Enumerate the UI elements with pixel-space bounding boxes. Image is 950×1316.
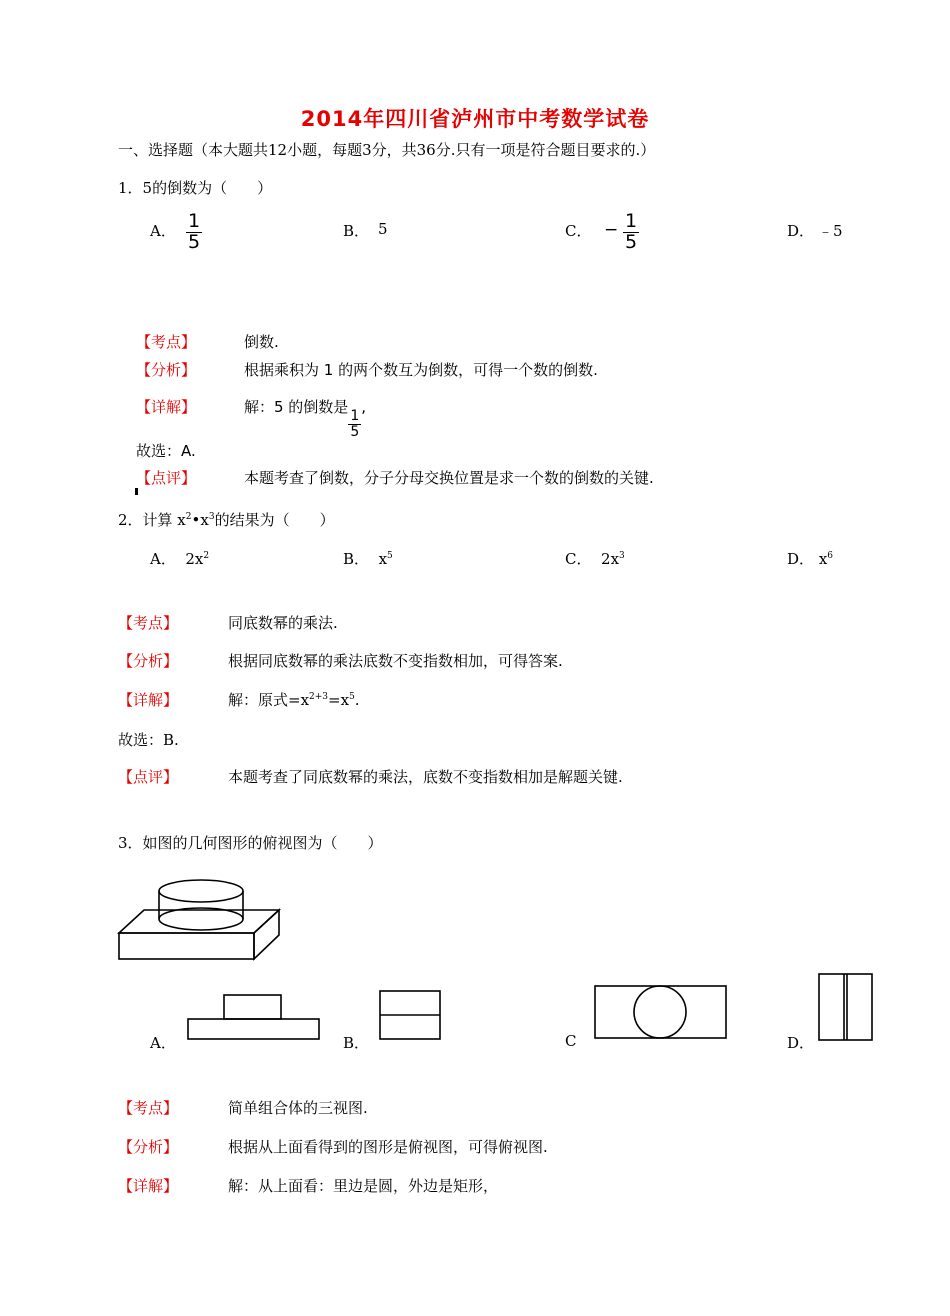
q3-option-a-figure xyxy=(186,993,322,1041)
q2-option-b-base: x xyxy=(378,550,388,568)
q1-option-c-denominator: 5 xyxy=(625,230,638,253)
q2-option-a-label: A． xyxy=(150,550,176,568)
q1-xiangjie-prefix: 解：5 的倒数是 xyxy=(244,398,349,416)
q1-kaodian-tag: 【考点】 xyxy=(136,333,197,351)
q2-option-c-base: 2x xyxy=(601,550,620,568)
q1-xiangjie-fraction xyxy=(348,409,361,439)
q2-stem-exponent-2: 3 xyxy=(208,512,215,522)
q1-fenxi-text: 根据乘积为 1 的两个数互为倒数，可得一个数的倒数. xyxy=(244,361,598,379)
q1-dianping-tag: 【点评】 xyxy=(136,469,197,487)
cylinder-bottom-ellipse xyxy=(159,908,243,930)
q2-option-a-exponent: 2 xyxy=(203,551,210,561)
q3-fenxi-text: 根据从上面看得到的图形是俯视图，可得俯视图. xyxy=(228,1138,548,1156)
q2-option-d-label: D． xyxy=(787,550,815,568)
q1-option-c-numerator: 1 xyxy=(625,210,638,232)
q1-kaodian-text: 倒数. xyxy=(244,333,279,351)
q2-stem-middle: •x xyxy=(191,511,209,529)
q3-stem: 3．如图的几何图形的俯视图为（ ） xyxy=(118,834,383,852)
q3-kaodian-text: 简单组合体的三视图. xyxy=(228,1099,368,1117)
q2-stem-prefix: 2．计算 x xyxy=(118,511,186,529)
q2-option-b-exponent: 5 xyxy=(387,551,393,561)
q3-kaodian-tag: 【考点】 xyxy=(118,1099,179,1117)
q1-option-c-sign: − xyxy=(604,220,619,240)
q2-option-b-label: B． xyxy=(343,550,370,568)
q2-xiangjie-prefix: 解：原式=x xyxy=(228,691,310,709)
q1-xiangjie-text xyxy=(244,396,366,439)
q1-option-a-denominator: 5 xyxy=(188,230,201,253)
q2-option-c-exponent: 3 xyxy=(619,551,625,561)
q3-option-c-figure xyxy=(593,984,729,1040)
q2-option-d-exponent: 6 xyxy=(827,551,834,561)
option-d-rect xyxy=(819,974,872,1040)
q3-option-b-figure xyxy=(378,989,442,1041)
cylinder-top-ellipse xyxy=(159,880,243,902)
option-c-rect xyxy=(595,986,726,1038)
section-heading: 一、选择题（本大题共12小题，每题3分，共36分.只有一项是符合题目要求的.） xyxy=(118,141,656,159)
q1-option-a-fraction xyxy=(186,212,202,253)
q2-stem-suffix: 的结果为（ ） xyxy=(214,511,335,529)
q3-solid-figure xyxy=(116,876,284,962)
cuboid-side-face xyxy=(254,910,279,959)
q2-option-a xyxy=(150,548,209,569)
cuboid-front-face xyxy=(119,933,254,959)
q2-stem xyxy=(118,509,335,530)
q1-dianping-text: 本题考查了倒数，分子分母交换位置是求一个数的倒数的关键. xyxy=(244,469,654,487)
q2-dianping-text: 本题考查了同底数幂的乘法，底数不变指数相加是解题关键. xyxy=(228,768,623,786)
q2-option-c xyxy=(565,548,625,569)
q1-option-b-label: B． xyxy=(343,222,370,240)
q3-xiangjie-tag: 【详解】 xyxy=(118,1177,179,1195)
q2-kaodian-text: 同底数幂的乘法. xyxy=(228,614,338,632)
q2-xiangjie-suffix: . xyxy=(354,691,360,709)
q1-fenxi-tag: 【分析】 xyxy=(136,361,197,379)
q2-option-d-base: x xyxy=(818,550,828,568)
q2-kaodian-tag: 【考点】 xyxy=(118,614,179,632)
q2-stem-exponent-1: 2 xyxy=(185,512,192,522)
q3-option-b-label: B． xyxy=(343,1034,370,1052)
q1-xiangjie-numerator: 1 xyxy=(350,408,360,424)
q2-xiangjie-text xyxy=(228,689,360,710)
stray-mark xyxy=(135,488,138,495)
q1-answer: 故选：A. xyxy=(136,442,196,460)
q1-option-b-value: 5 xyxy=(378,220,388,238)
q1-xiangjie-denominator: 5 xyxy=(350,423,360,440)
q2-answer: 故选：B. xyxy=(118,731,179,749)
exam-title: 2014年四川省泸州市中考数学试卷 xyxy=(300,107,650,131)
q3-fenxi-tag: 【分析】 xyxy=(118,1138,179,1156)
q3-xiangjie-text: 解：从上面看：里边是圆，外边是矩形， xyxy=(228,1177,499,1195)
q1-option-c-label: C． xyxy=(565,222,592,240)
option-a-top-rect xyxy=(224,995,281,1019)
option-c-circle xyxy=(634,986,686,1038)
q1-xiangjie-tag: 【详解】 xyxy=(136,398,197,416)
q1-option-a-label: A． xyxy=(150,222,176,240)
q3-option-c-label: C xyxy=(565,1032,577,1050)
q2-xiangjie-middle: =x xyxy=(328,691,350,709)
q2-xiangjie-tag: 【详解】 xyxy=(118,691,179,709)
q3-option-d-label: D． xyxy=(787,1034,815,1052)
q3-option-a-label: A． xyxy=(150,1034,176,1052)
q3-option-d-figure xyxy=(817,972,875,1042)
option-a-bottom-rect xyxy=(188,1019,319,1039)
q2-xiangjie-exponent-1: 2+3 xyxy=(309,692,329,702)
q1-option-a-numerator: 1 xyxy=(188,210,201,232)
q1-option-d-value: ﹣5 xyxy=(818,222,843,240)
q2-dianping-tag: 【点评】 xyxy=(118,768,179,786)
q2-fenxi-text: 根据同底数幂的乘法底数不变指数相加，可得答案. xyxy=(228,652,563,670)
q2-option-b xyxy=(343,548,393,569)
q2-option-a-base: 2x xyxy=(185,550,204,568)
q1-stem: 1．5的倒数为（ ） xyxy=(118,179,273,197)
q2-fenxi-tag: 【分析】 xyxy=(118,652,179,670)
q1-option-c-fraction xyxy=(623,212,639,253)
q2-xiangjie-exponent-2: 5 xyxy=(349,692,355,702)
q2-option-d xyxy=(787,548,833,569)
q1-xiangjie-suffix: , xyxy=(361,398,367,416)
q2-option-c-label: C． xyxy=(565,550,592,568)
q1-option-d-label: D． xyxy=(787,222,815,240)
